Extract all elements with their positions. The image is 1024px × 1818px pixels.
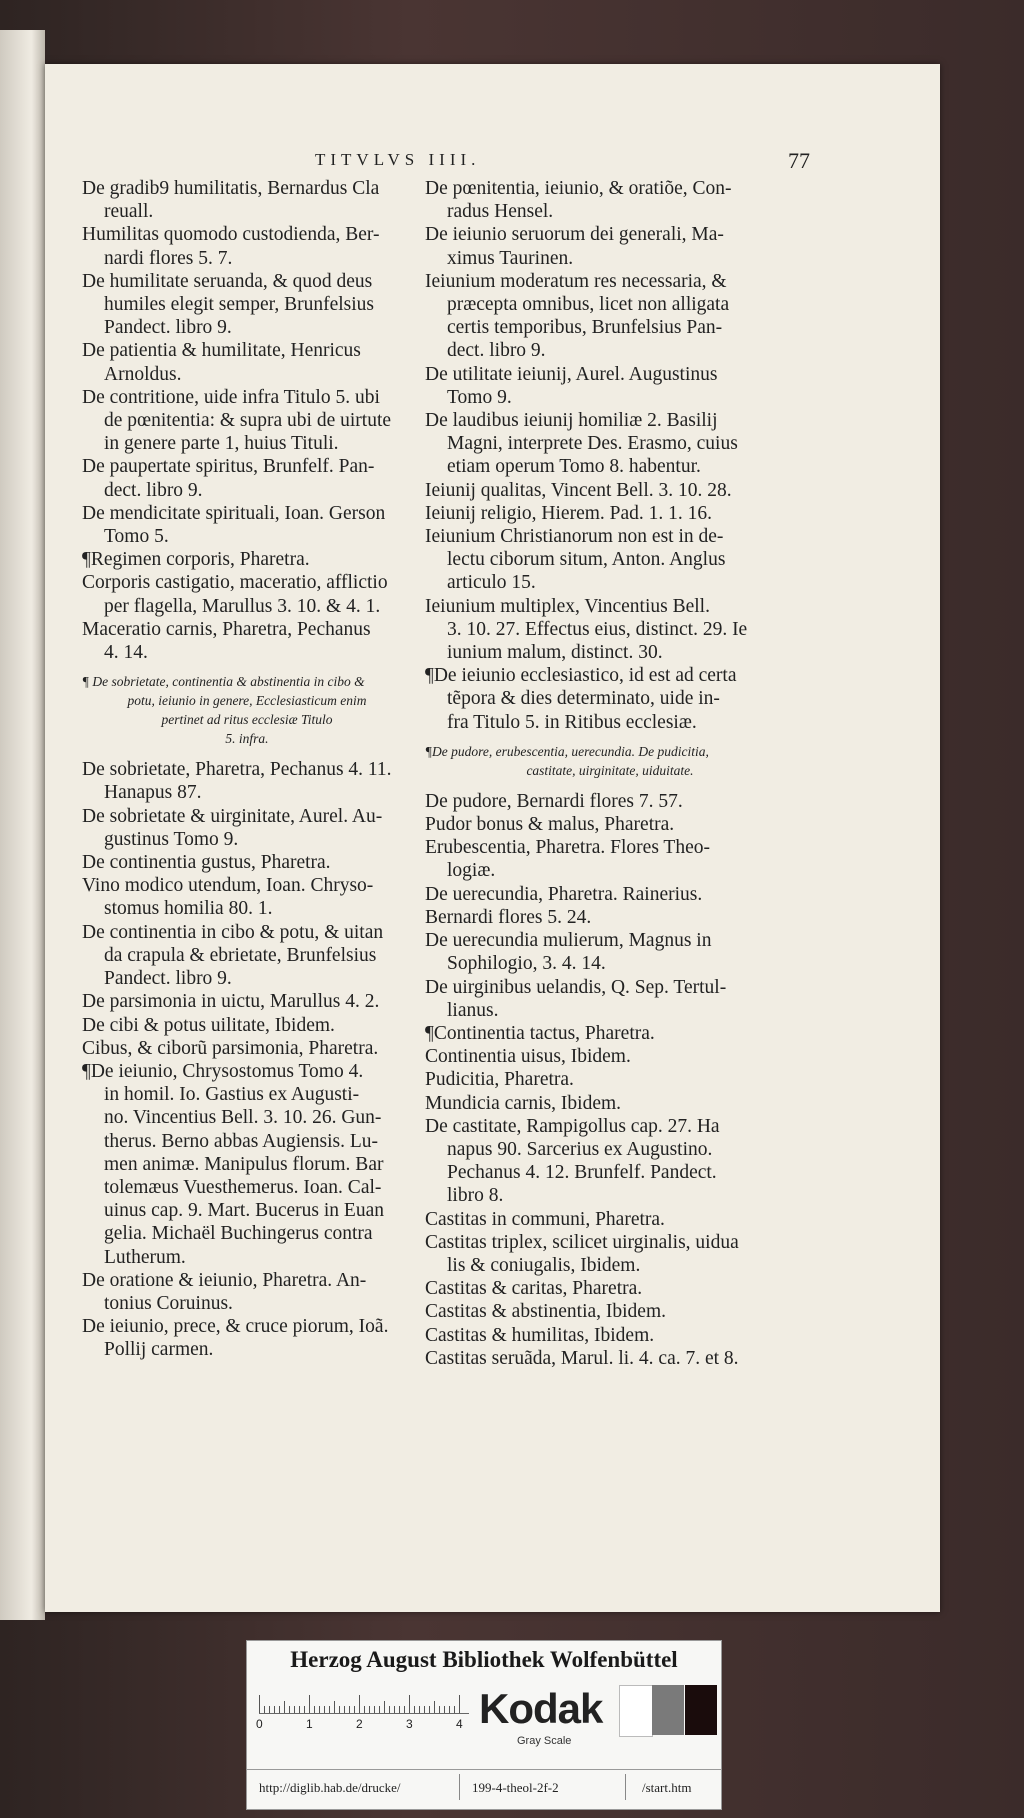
entry-line: Arnoldus.	[104, 363, 182, 385]
entry-line: da crapula & ebrietate, Brunfelsius	[104, 944, 377, 966]
entry-line: Castitas triplex, scilicet uirginalis, uidua	[425, 1231, 739, 1253]
ruler-tick	[284, 1701, 285, 1713]
entry-line: Pudicitia, Pharetra.	[425, 1069, 574, 1091]
entry-line: Bernardi flores 5. 24.	[425, 906, 592, 928]
entry-line: in genere parte 1, huius Tituli.	[104, 433, 339, 455]
ruler-tick	[434, 1701, 435, 1713]
entry-line: De oratione & ieiunio, Pharetra. An-	[82, 1269, 367, 1291]
ruler-tick	[274, 1706, 275, 1713]
index-entry	[425, 363, 795, 409]
entry-line: Castitas & caritas, Pharetra.	[425, 1278, 643, 1300]
scale-number: 4	[456, 1717, 463, 1731]
entry-line: De uirginibus uelandis, Q. Sep. Tertul-	[425, 976, 727, 998]
ruler-tick	[394, 1706, 395, 1713]
entry-line: dect. libro 9.	[104, 479, 203, 501]
entry-line: etiam operum Tomo 8. habentur.	[447, 456, 701, 478]
ruler-tick	[304, 1706, 305, 1713]
ruler-tick	[424, 1706, 425, 1713]
entry-line: in homil. Io. Gastius ex Augusti-	[104, 1084, 360, 1106]
ruler-tick	[259, 1695, 260, 1713]
footer-info-row	[247, 1769, 721, 1806]
entry-line: Pudor bonus & malus, Pharetra.	[425, 814, 675, 836]
entry-line: radus Hensel.	[447, 201, 554, 223]
entry-line: Castitas seruãda, Marul. li. 4. ca. 7. et 8.	[425, 1347, 739, 1369]
entry-line: lectu ciborum situm, Anton. Anglus	[447, 549, 726, 571]
index-entry	[425, 1231, 795, 1277]
ruler-tick	[264, 1706, 265, 1713]
scale-ruler	[259, 1693, 469, 1714]
entry-line: De uerecundia mulierum, Magnus in	[425, 930, 712, 952]
entry-line: ¶De ieiunio ecclesiastico, id est ad certa	[425, 665, 737, 687]
index-entry	[82, 386, 412, 456]
entry-line: Pandect. libro 9.	[104, 968, 232, 990]
entry-line: pertinet ad ritus ecclesiæ Titulo	[161, 712, 333, 728]
entry-line: iunium malum, distinct. 30.	[447, 642, 663, 664]
entry-line: De humilitate seruanda, & quod deus	[82, 270, 373, 292]
entry-line: reuall.	[104, 201, 154, 223]
ruler-tick	[319, 1706, 320, 1713]
index-entry	[82, 571, 412, 617]
entry-line: Magni, interprete Des. Erasmo, cuius	[447, 433, 738, 455]
ruler-tick	[454, 1706, 455, 1713]
index-entry	[425, 409, 795, 479]
index-entry	[82, 1037, 412, 1060]
gray-scale-label: Gray Scale	[517, 1735, 572, 1747]
index-entry	[425, 1208, 795, 1231]
entry-line: 4. 14.	[104, 642, 148, 664]
entry-line: ximus Taurinen.	[447, 247, 574, 269]
index-entry	[82, 177, 412, 223]
ruler-tick	[414, 1706, 415, 1713]
index-entry	[425, 479, 795, 502]
entry-line: men animæ. Manipulus florum. Bar	[104, 1153, 384, 1175]
index-entry	[425, 1277, 795, 1300]
ruler-tick	[299, 1706, 300, 1713]
entry-line: Continentia uisus, Ibidem.	[425, 1046, 631, 1068]
entry-line: 3. 10. 27. Effectus eius, distinct. 29. Ie	[447, 618, 748, 640]
index-entry	[82, 618, 412, 664]
entry-line: Tomo 9.	[447, 386, 512, 408]
ruler-tick	[349, 1706, 350, 1713]
footer-url[interactable]: http://diglib.hab.de/drucke/	[259, 1780, 401, 1795]
index-entry	[82, 455, 412, 501]
ruler-tick	[294, 1706, 295, 1713]
ruler-tick	[269, 1706, 270, 1713]
index-entry	[425, 906, 795, 929]
ruler-tick	[309, 1695, 310, 1713]
entry-line: therus. Berno abbas Augiensis. Lu-	[104, 1130, 379, 1152]
index-entry	[425, 1022, 795, 1045]
index-entry	[425, 502, 795, 525]
entry-line: tonius Coruinus.	[104, 1292, 233, 1314]
index-entry	[425, 1045, 795, 1068]
entry-line: De parsimonia in uictu, Marullus 4. 2.	[82, 991, 380, 1013]
index-entry	[82, 990, 412, 1013]
footer-shelfmark: 199-4-theol-2f-2	[472, 1780, 559, 1795]
entry-line: Ieiunium Christianorum non est in de-	[425, 526, 724, 548]
index-entry	[425, 1068, 795, 1091]
ruler-tick	[419, 1706, 420, 1713]
entry-line: De cibi & potus uilitate, Ibidem.	[82, 1014, 335, 1036]
previous-page-edge	[0, 30, 45, 1620]
index-entry	[425, 223, 795, 269]
index-entry	[82, 1269, 412, 1315]
entry-line: no. Vincentius Bell. 3. 10. 26. Gun-	[104, 1107, 382, 1129]
entry-line: De sobrietate & uirginitate, Aurel. Au-	[82, 805, 383, 827]
section-heading	[425, 742, 795, 780]
entry-line: certis temporibus, Brunfelsius Pan-	[447, 317, 723, 339]
entry-line: De pœnitentia, ieiunio, & oratiõe, Con-	[425, 178, 732, 199]
scale-number: 2	[356, 1717, 363, 1731]
entry-line: Pechanus 4. 12. Brunfelf. Pandect.	[447, 1162, 717, 1184]
scale-number: 3	[406, 1717, 413, 1731]
entry-line: ¶Continentia tactus, Pharetra.	[425, 1022, 655, 1044]
index-entry	[425, 976, 795, 1022]
entry-line: De mendicitate spirituali, Ioan. Gerson	[82, 502, 386, 524]
entry-line: Castitas & abstinentia, Ibidem.	[425, 1301, 666, 1323]
entry-line: De patientia & humilitate, Henricus	[82, 340, 361, 362]
index-entry	[82, 921, 412, 991]
entry-line: libro 8.	[447, 1185, 504, 1207]
entry-line: Vino modico utendum, Ioan. Chryso-	[82, 875, 374, 897]
ruler-tick	[449, 1706, 450, 1713]
entry-line: potu, ieiunio in genere, Ecclesiasticum enim	[127, 693, 367, 709]
right-column	[425, 177, 795, 1370]
index-entry	[82, 1060, 412, 1269]
entry-line: Ieiunium moderatum res necessaria, &	[425, 270, 727, 292]
left-column	[82, 177, 412, 1362]
entry-line: De ieiunio, prece, & cruce piorum, Ioã.	[82, 1316, 389, 1338]
entry-line: articulo 15.	[447, 572, 536, 594]
entry-line: Castitas in communi, Pharetra.	[425, 1208, 665, 1230]
entry-line: Castitas & humilitas, Ibidem.	[425, 1324, 655, 1346]
entry-line: De ieiunio seruorum dei generali, Ma-	[425, 224, 724, 246]
entry-line: De laudibus ieiunij homiliæ 2. Basilij	[425, 410, 718, 432]
ruler-tick	[429, 1706, 430, 1713]
index-entry	[82, 1014, 412, 1037]
index-entry	[425, 664, 795, 734]
entry-line: Ieiunij religio, Hierem. Pad. 1. 1. 16.	[425, 502, 713, 524]
entry-line: per flagella, Marullus 3. 10. & 4. 1.	[104, 595, 381, 617]
index-entry	[425, 836, 795, 882]
index-entry	[82, 223, 412, 269]
index-entry	[425, 883, 795, 906]
entry-line: lianus.	[447, 999, 499, 1021]
index-entry	[425, 813, 795, 836]
ruler-tick	[444, 1706, 445, 1713]
ruler-tick	[379, 1706, 380, 1713]
entry-line: ¶ De sobrietate, continentia & abstinentia in cibo &	[82, 674, 365, 690]
white-swatch	[619, 1685, 653, 1737]
section-heading	[82, 672, 412, 748]
entry-line: De sobrietate, Pharetra, Pechanus 4. 11.	[82, 759, 392, 781]
ruler-tick	[399, 1706, 400, 1713]
ruler-tick	[354, 1706, 355, 1713]
entry-line: Hanapus 87.	[104, 782, 202, 804]
entry-line: Ieiunij qualitas, Vincent Bell. 3. 10. 28.	[425, 479, 732, 501]
ruler-tick	[404, 1706, 405, 1713]
ruler-tick	[369, 1706, 370, 1713]
index-entry	[425, 1347, 795, 1370]
book-page	[45, 64, 940, 1612]
entry-line: Erubescentia, Pharetra. Flores Theo-	[425, 837, 710, 859]
entry-line: Cibus, & ciborũ parsimonia, Pharetra.	[82, 1037, 379, 1059]
entry-line: De uerecundia, Pharetra. Rainerius.	[425, 883, 703, 905]
entry-line: Sophilogio, 3. 4. 14.	[447, 953, 606, 975]
ruler-tick	[409, 1695, 410, 1713]
entry-line: gelia. Michaël Buchingerus contra	[104, 1223, 373, 1245]
ruler-tick	[324, 1706, 325, 1713]
entry-line: logiæ.	[447, 860, 496, 882]
index-entry	[82, 502, 412, 548]
entry-line: Maceratio carnis, Pharetra, Pechanus	[82, 618, 371, 640]
library-target-card	[246, 1640, 722, 1810]
ruler-tick	[359, 1695, 360, 1713]
entry-line: fra Titulo 5. in Ritibus ecclesiæ.	[447, 711, 697, 733]
ruler-tick	[339, 1706, 340, 1713]
entry-line: dect. libro 9.	[447, 340, 546, 362]
gray-swatch	[652, 1685, 684, 1735]
ruler-tick	[389, 1706, 390, 1713]
index-entry	[82, 1315, 412, 1361]
entry-line: De utilitate ieiunij, Aurel. Augustinus	[425, 363, 718, 385]
entry-line: De pudore, Bernardi flores 7. 57.	[425, 790, 683, 812]
kodak-logo: Kodak	[479, 1685, 603, 1732]
page-number: 77	[788, 148, 810, 173]
entry-line: De contritione, uide infra Titulo 5. ubi	[82, 386, 380, 408]
entry-line: de pœnitentia: & supra ubi de uirtute	[104, 410, 392, 432]
index-entry	[82, 851, 412, 874]
index-entry	[425, 177, 795, 223]
footer-start-link[interactable]: /start.htm	[642, 1780, 692, 1795]
entry-line: De continentia in cibo & potu, & uitan	[82, 921, 384, 943]
index-entry	[425, 1300, 795, 1323]
index-entry	[425, 595, 795, 665]
entry-line: 5. infra.	[225, 731, 269, 747]
entry-line: tẽpora & dies determinato, uide in-	[447, 688, 720, 710]
entry-line: ¶De pudore, erubescentia, uerecundia. De pudicitia,	[425, 743, 709, 759]
entry-line: tolemæus Vuesthemerus. Ioan. Cal-	[104, 1176, 382, 1198]
index-entry	[82, 548, 412, 571]
ruler-tick	[459, 1695, 460, 1713]
black-swatch	[685, 1685, 717, 1735]
ruler-tick	[364, 1706, 365, 1713]
entry-line: præcepta omnibus, licet non alligata	[447, 294, 730, 316]
entry-line: Ieiunium multiplex, Vincentius Bell.	[425, 595, 710, 617]
entry-line: De continentia gustus, Pharetra.	[82, 852, 331, 874]
entry-line: castitate, uirginitate, uiduitate.	[526, 762, 694, 778]
ruler-tick	[329, 1706, 330, 1713]
ruler-tick	[344, 1706, 345, 1713]
entry-line: Corporis castigatio, maceratio, afflictio	[82, 572, 388, 594]
index-entry	[82, 339, 412, 385]
index-entry	[425, 525, 795, 595]
scale-number: 1	[306, 1717, 313, 1731]
entry-line: uinus cap. 9. Mart. Bucerus in Euan	[104, 1200, 384, 1222]
entry-line: De gradib9 humilitatis, Bernardus Cla	[82, 178, 380, 199]
entry-line: humiles elegit semper, Brunfelsius	[104, 294, 375, 316]
entry-line: Humilitas quomodo custodienda, Ber-	[82, 224, 380, 246]
scale-number: 0	[256, 1717, 263, 1731]
ruler-tick	[314, 1706, 315, 1713]
entry-line: Mundicia carnis, Ibidem.	[425, 1092, 622, 1114]
ruler-tick	[334, 1701, 335, 1713]
entry-line: lis & coniugalis, Ibidem.	[447, 1254, 641, 1276]
index-entry	[425, 1092, 795, 1115]
index-entry	[425, 1115, 795, 1208]
entry-line: Pandect. libro 9.	[104, 317, 232, 339]
entry-line: Pollij carmen.	[104, 1339, 214, 1361]
index-entry	[82, 805, 412, 851]
index-entry	[82, 758, 412, 804]
entry-line: ¶De ieiunio, Chrysostomus Tomo 4.	[82, 1060, 364, 1082]
index-entry	[425, 270, 795, 363]
entry-line: stomus homilia 80. 1.	[104, 898, 273, 920]
ruler-tick	[384, 1701, 385, 1713]
entry-line: ¶Regimen corporis, Pharetra.	[82, 549, 310, 571]
entry-line: gustinus Tomo 9.	[104, 828, 239, 850]
library-name: Herzog August Bibliothek Wolfenbüttel	[290, 1647, 678, 1672]
ruler-tick	[374, 1706, 375, 1713]
ruler-tick	[439, 1706, 440, 1713]
index-entry	[425, 790, 795, 813]
entry-line: nardi flores 5. 7.	[104, 247, 233, 269]
index-entry	[425, 929, 795, 975]
entry-line: De paupertate spiritus, Brunfelf. Pan-	[82, 456, 375, 478]
entry-line: Lutherum.	[104, 1246, 186, 1268]
entry-line: Tomo 5.	[104, 526, 169, 548]
index-entry	[82, 874, 412, 920]
index-entry	[82, 270, 412, 340]
ruler-tick	[289, 1706, 290, 1713]
index-entry	[425, 1324, 795, 1347]
ruler-tick	[279, 1706, 280, 1713]
running-title: TITVLVS IIII.	[315, 150, 481, 169]
entry-line: De castitate, Rampigollus cap. 27. Ha	[425, 1115, 720, 1137]
entry-line: napus 90. Sarcerius ex Augustino.	[447, 1138, 713, 1160]
